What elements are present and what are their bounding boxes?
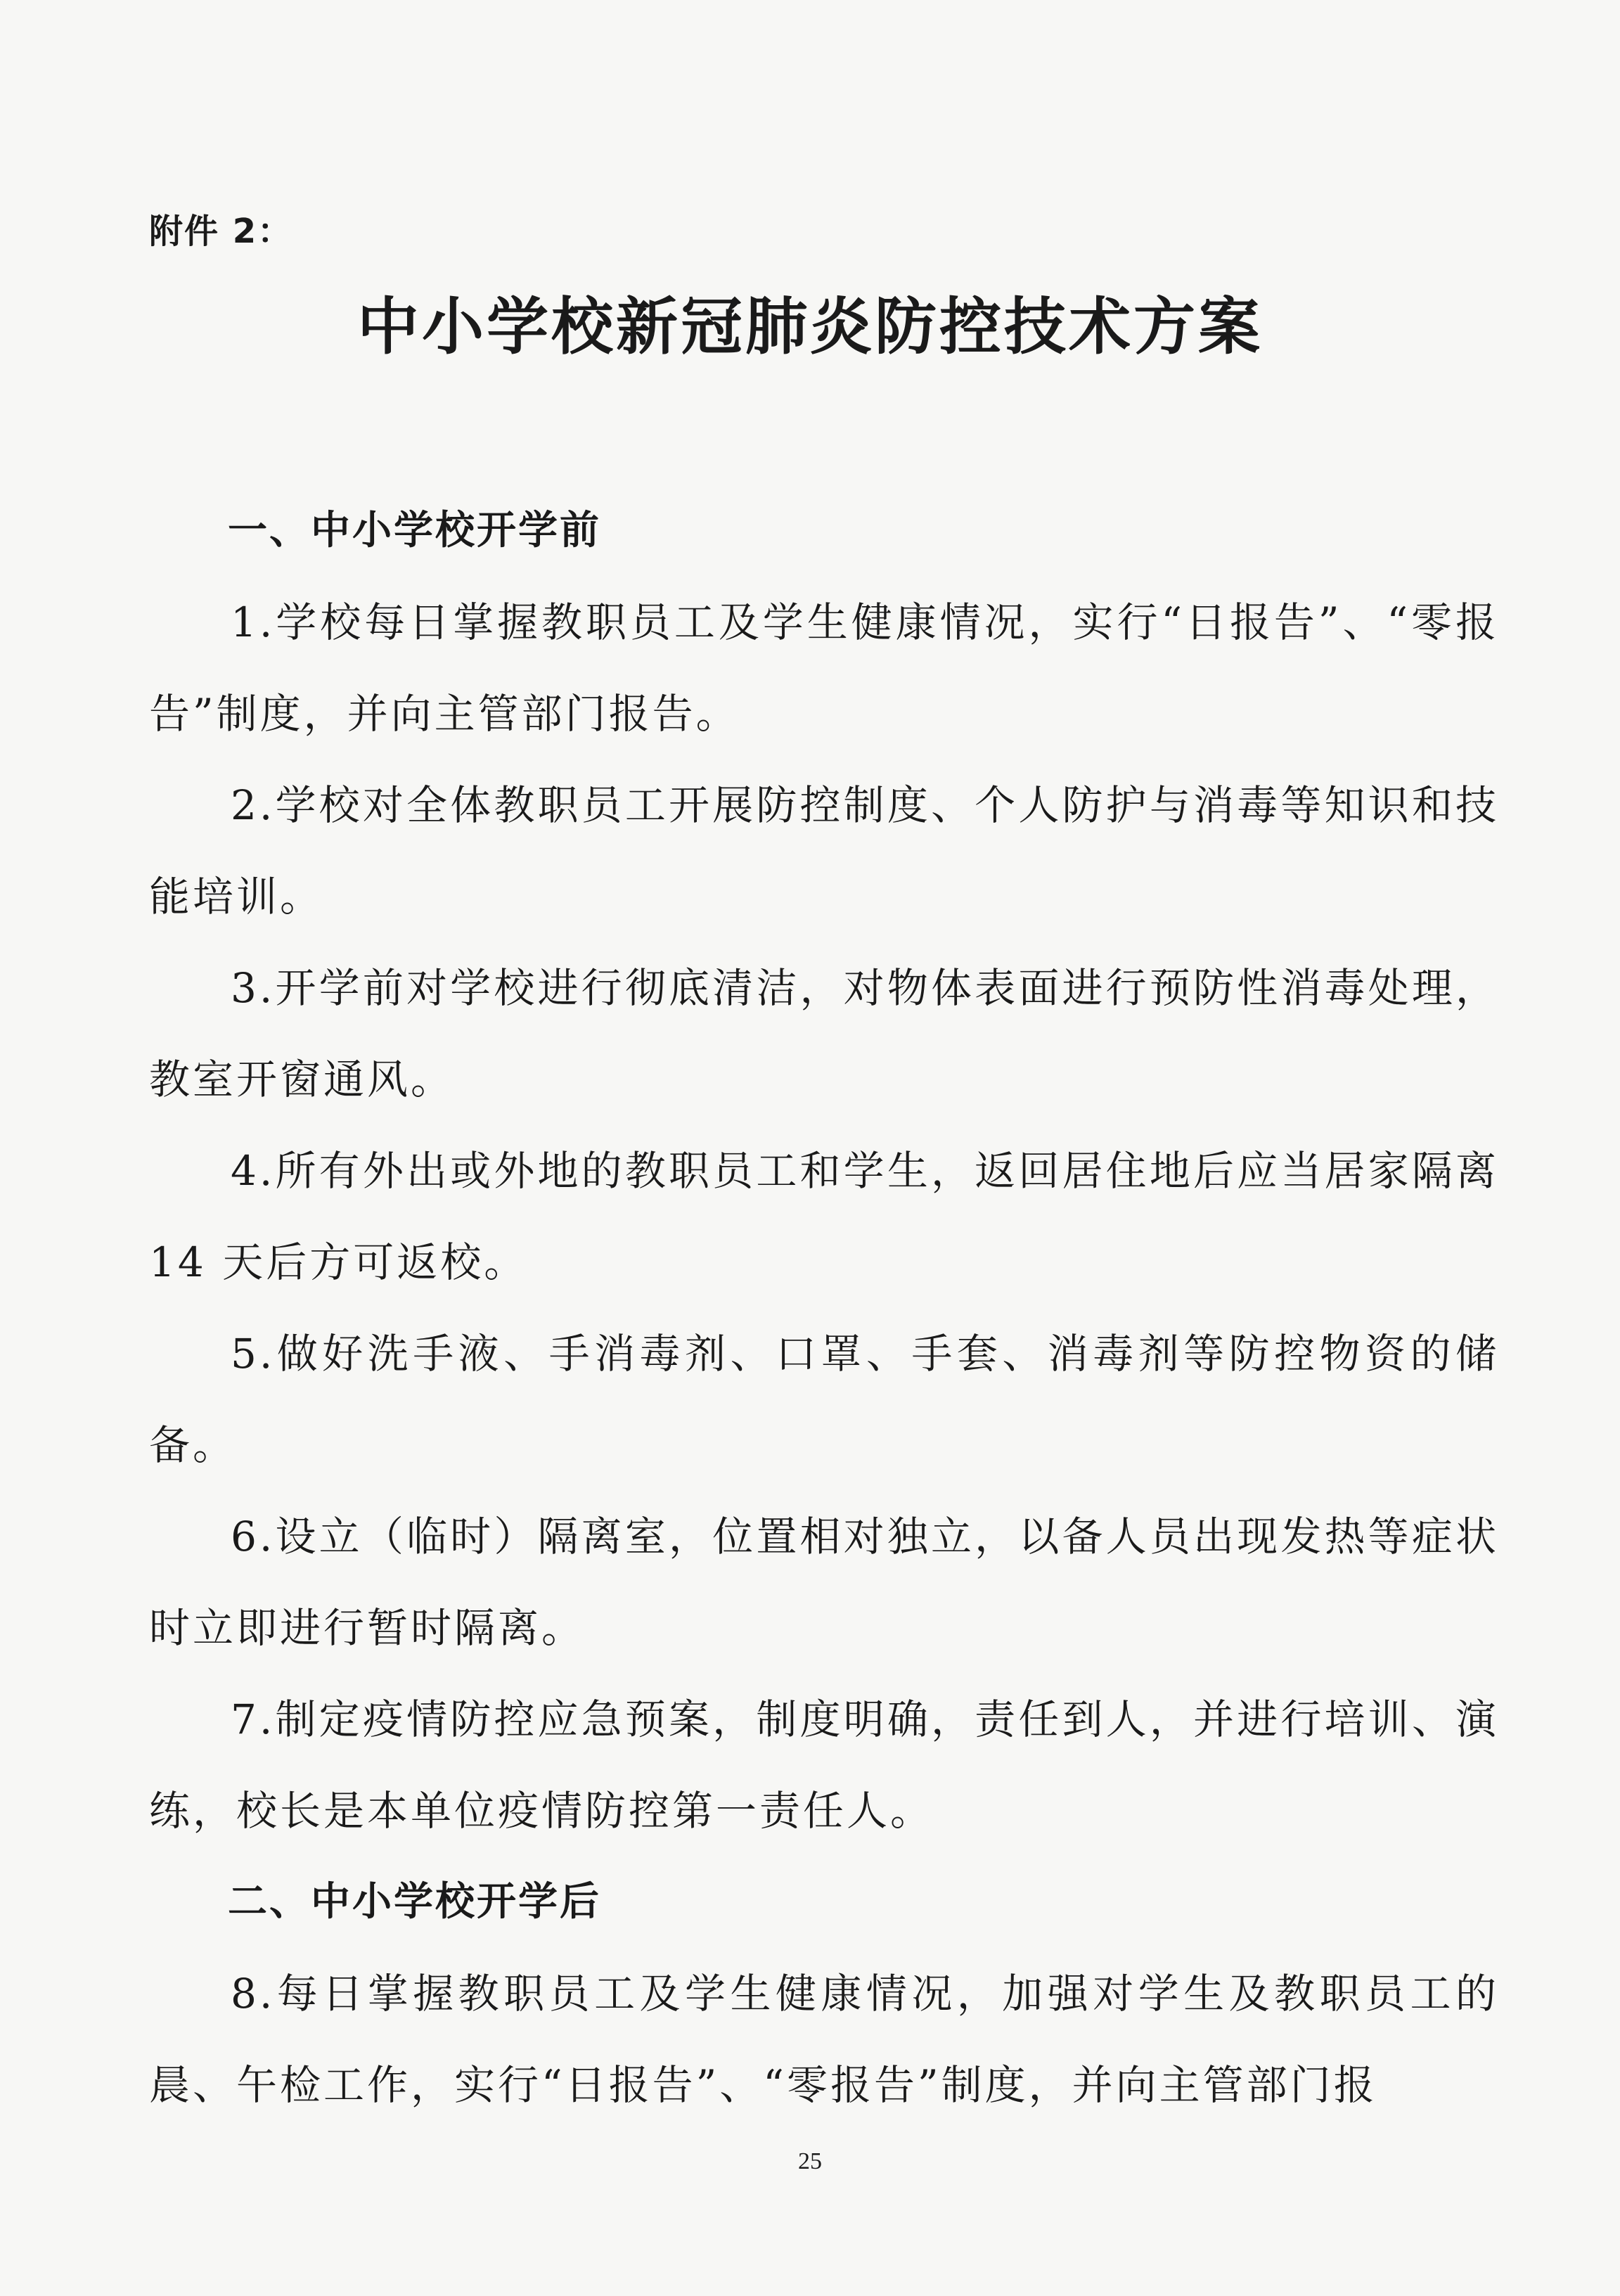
paragraph: 2.学校对全体教职员工开展防控制度、个人防护与消毒等知识和技能培训。 — [149, 781, 1499, 921]
section-heading: 一、中小学校开学前 — [228, 508, 601, 553]
document-title: 中小学校新冠肺炎防控技术方案 — [356, 290, 1263, 363]
document-body — [149, 485, 1499, 2131]
paragraph: 4.所有外出或外地的教职员工和学生，返回居住地后应当居家隔离 14 天后方可返校。 — [149, 1147, 1499, 1286]
paragraph: 3.开学前对学校进行彻底清洁，对物体表面进行预防性消毒处理，教室开窗通风。 — [149, 964, 1499, 1103]
page-number: 25 — [798, 2148, 822, 2174]
paragraph: 5.做好洗手液、手消毒剂、口罩、手套、消毒剂等防控物资的储备。 — [149, 1330, 1499, 1469]
paragraph: 8.每日掌握教职员工及学生健康情况，加强对学生及教职员工的晨、午检工作，实行“日报告”、“零报告”制度，并向主管部门报 — [149, 1970, 1499, 2109]
section-heading: 二、中小学校开学后 — [228, 1879, 601, 1925]
attachment-label: 附件 2： — [149, 212, 293, 251]
paragraph: 6.设立（临时）隔离室，位置相对独立，以备人员出现发热等症状时立即进行暂时隔离。 — [149, 1513, 1499, 1652]
paragraph: 7.制定疫情防控应急预案，制度明确，责任到人，并进行培训、演练，校长是本单位疫情防控第一责任人。 — [149, 1695, 1499, 1835]
paragraph: 1.学校每日掌握教职员工及学生健康情况，实行“日报告”、“零报告”制度，并向主管部门报告。 — [149, 598, 1499, 738]
